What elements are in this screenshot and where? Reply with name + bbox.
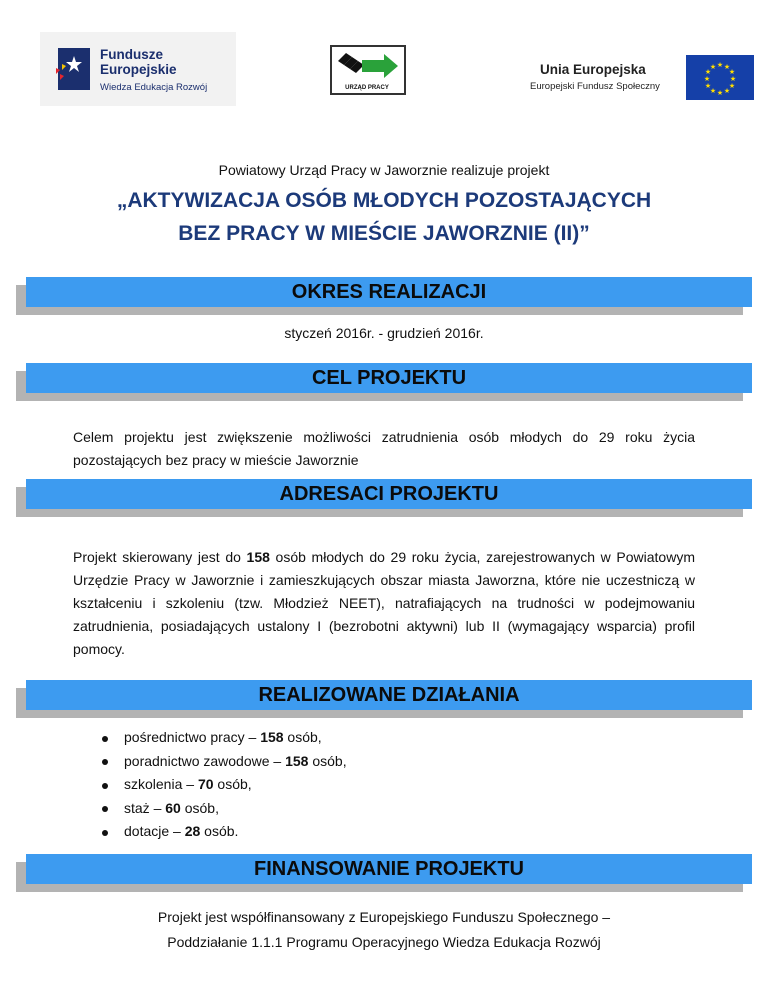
finansowanie-text bbox=[0, 905, 768, 955]
bullet-icon bbox=[102, 830, 108, 836]
section-bar-cel bbox=[16, 363, 752, 395]
finansowanie-line1: Projekt jest współfinansowany z Europejskiego Funduszu Społecznego – bbox=[157, 909, 611, 925]
bullet-icon bbox=[102, 783, 108, 789]
bullet-icon bbox=[102, 736, 108, 742]
list-item: pośrednictwo pracy – 158 osób, bbox=[80, 726, 347, 750]
urzad-pracy-logo bbox=[330, 45, 406, 95]
svg-text:★: ★ bbox=[709, 87, 717, 95]
ue-subtitle: Europejski Fundusz Społeczny bbox=[530, 81, 660, 92]
activities-list bbox=[80, 726, 347, 844]
svg-text:★: ★ bbox=[716, 61, 724, 69]
section-heading-okres: OKRES REALIZACJI bbox=[291, 281, 487, 303]
svg-text:★: ★ bbox=[728, 68, 736, 76]
section-bar-finansowanie bbox=[16, 854, 752, 886]
adresaci-text-after: osób młodych do 29 roku życia, zarejestrowanych w Powiatowym Urzędzie Pracy w Jaworznie i zamieszkujących obszar miasta Jaworzna, które nie uczestniczą w kształceniu i szkoleniu (tzw. Młodzież NEET), natrafiających na trudności w podejmowaniu zatrudnienia, posiadających ustalony I (bezrobotni aktywni) lub II (wymagający wsparcia) profil pomocy. bbox=[73, 549, 695, 657]
section-heading-adresaci: ADRESACI PROJEKTU bbox=[279, 483, 499, 505]
section-bar-dzialania bbox=[16, 680, 752, 712]
project-title-line2: BEZ PRACY W MIEŚCIE JAWORZNIE (II)” bbox=[178, 222, 590, 245]
project-title bbox=[0, 184, 768, 250]
list-item: dotacje – 28 osób. bbox=[80, 820, 347, 844]
people-arrow-icon bbox=[336, 51, 400, 81]
section-bar-adresaci bbox=[16, 479, 752, 511]
section-heading-finansowanie: FINANSOWANIE PROJEKTU bbox=[253, 858, 525, 880]
fundusze-europejskie-logo bbox=[40, 32, 236, 106]
bullet-icon bbox=[102, 759, 108, 765]
project-title-line1: „AKTYWIZACJA OSÓB MŁODYCH POZOSTAJĄCYCH bbox=[116, 189, 652, 212]
okres-text: styczeń 2016r. - grudzień 2016r. bbox=[284, 325, 484, 341]
adresaci-text bbox=[73, 546, 695, 661]
svg-text:★: ★ bbox=[703, 75, 711, 83]
fe-star-mark-icon bbox=[52, 44, 96, 94]
adresaci-number: 158 bbox=[246, 549, 270, 565]
urzad-pracy-label: URZĄD PRACY bbox=[345, 85, 389, 91]
section-heading-dzialania: REALIZOWANE DZIAŁANIA bbox=[258, 684, 520, 706]
adresaci-text-before: Projekt skierowany jest do bbox=[73, 549, 247, 565]
ue-title: Unia Europejska bbox=[540, 62, 646, 77]
svg-text:★: ★ bbox=[709, 63, 717, 71]
fe-subtitle: Wiedza Edukacja Rozwój bbox=[100, 82, 208, 93]
section-bar-okres bbox=[16, 277, 752, 309]
svg-text:★: ★ bbox=[728, 82, 736, 90]
list-item: staż – 60 osób, bbox=[80, 797, 347, 821]
svg-text:★: ★ bbox=[704, 82, 712, 90]
list-item: poradnictwo zawodowe – 158 osób, bbox=[80, 750, 347, 774]
svg-text:★: ★ bbox=[723, 63, 731, 71]
svg-text:★: ★ bbox=[716, 89, 724, 97]
list-item: szkolenia – 70 osób, bbox=[80, 773, 347, 797]
fe-title-line1: Fundusze bbox=[100, 47, 163, 62]
svg-text:★: ★ bbox=[723, 87, 731, 95]
svg-text:★: ★ bbox=[729, 75, 737, 83]
bullet-icon bbox=[102, 806, 108, 812]
finansowanie-line2: Poddziałanie 1.1.1 Programu Operacyjnego Wiedza Edukacja Rozwój bbox=[167, 934, 601, 950]
section-heading-cel: CEL PROJEKTU bbox=[311, 367, 467, 389]
eu-flag-icon bbox=[686, 55, 754, 100]
cel-text: Celem projektu jest zwiększenie możliwości zatrudnienia osób młodych do 29 roku życia pozostających bez pracy w mieście Jaworznie bbox=[73, 429, 695, 468]
fe-title-line2: Europejskie bbox=[100, 62, 177, 77]
intro-text: Powiatowy Urząd Pracy w Jaworznie realizuje projekt bbox=[218, 162, 550, 178]
svg-text:★: ★ bbox=[704, 68, 712, 76]
